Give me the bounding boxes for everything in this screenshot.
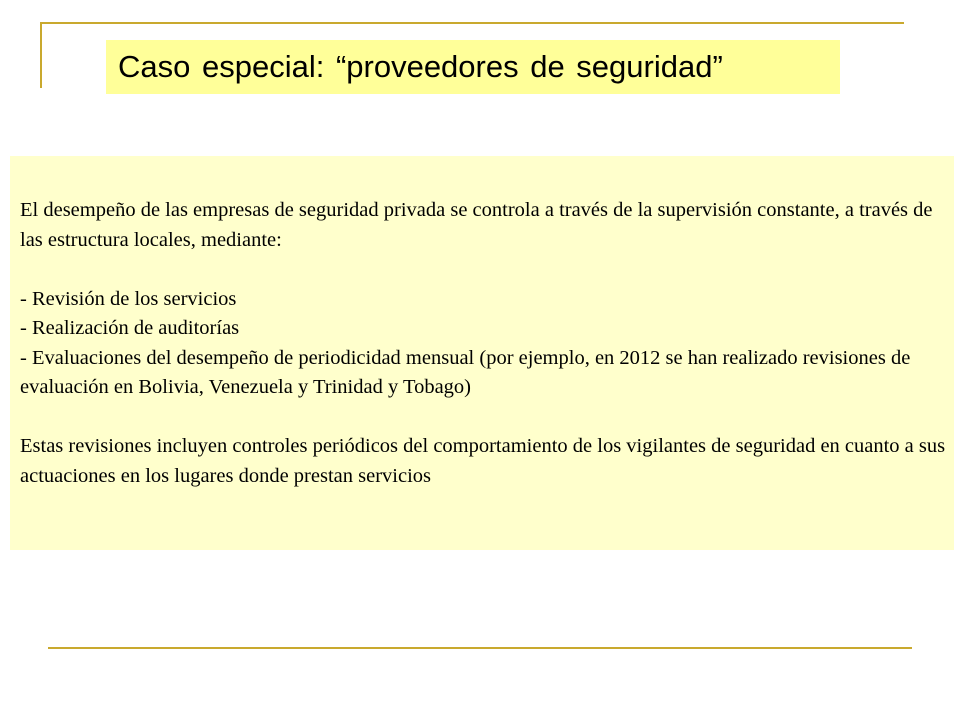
bullet-item: - Realización de auditorías	[20, 317, 240, 339]
top-rule	[40, 22, 904, 24]
slide-title: Caso especial: “proveedores de seguridad”	[118, 49, 723, 84]
bullet-item: - Evaluaciones del desempeño de periodicidad mensual (por ejemplo, en 2012 se han realizado revisiones de evaluación en Bolivia, Venezuela y Trinidad y Tobago)	[20, 346, 911, 398]
left-rule	[40, 22, 42, 88]
title-box	[106, 40, 840, 94]
content-box	[10, 156, 954, 550]
spacer	[20, 255, 946, 285]
bottom-rule	[48, 647, 912, 649]
spacer	[20, 403, 946, 433]
intro-paragraph: El desempeño de las empresas de seguridad privada se controla a través de la supervisión constante, a través de las estructura locales, mediante:	[20, 199, 933, 251]
closing-paragraph: Estas revisiones incluyen controles periódicos del comportamiento de los vigilantes de seguridad en cuanto a sus actuaciones en los lugares donde prestan servicios	[20, 435, 946, 487]
bullet-item: - Revisión de los servicios	[20, 287, 237, 310]
